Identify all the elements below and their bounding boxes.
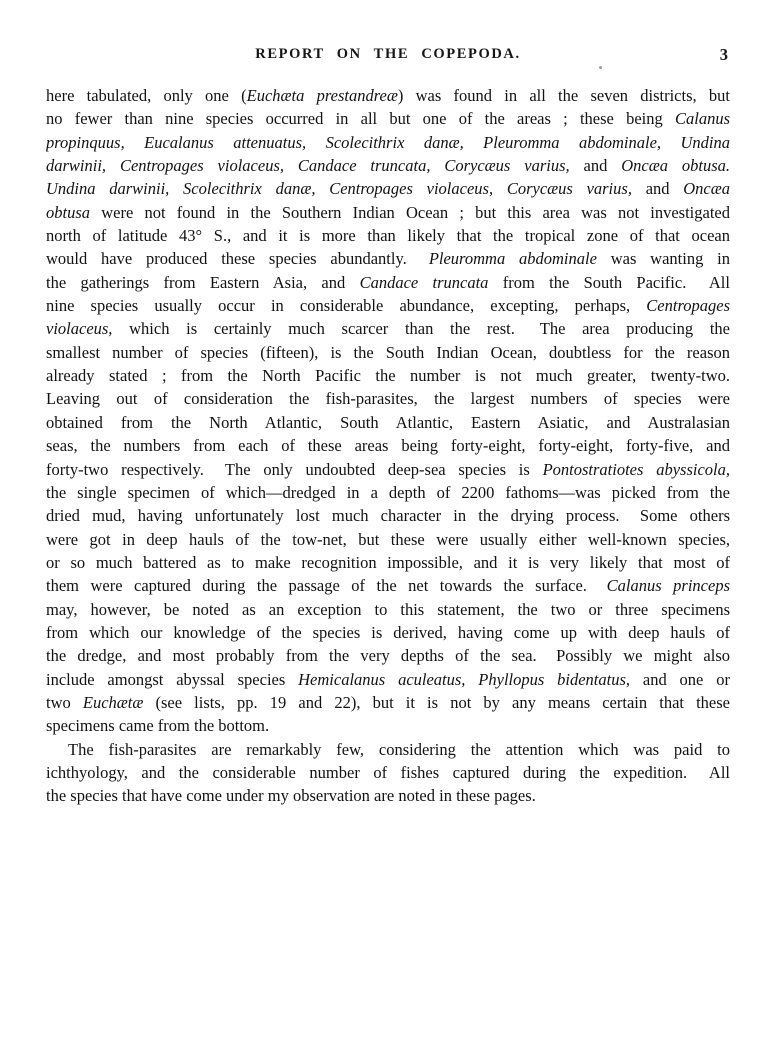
- text-line: from which our knowledge of the species is derived, having come up with deep hauls of: [46, 622, 730, 642]
- text-line: the species that have come under my observation are noted in these pages.: [46, 786, 536, 806]
- text-line: the gatherings from Eastern Asia, and Candace truncata from the South Pacific. All: [46, 272, 730, 292]
- text-line: include amongst abyssal species Hemicalanus aculeatus, Phyllopus bidentatus, and one or: [46, 669, 730, 689]
- text-line: ichthyology, and the considerable number of fishes captured during the expedition. All: [46, 762, 730, 782]
- text-line: were got in deep hauls of the tow-net, but these were usually either well-known species,: [46, 529, 730, 549]
- text-line: darwinii, Centropages violaceus, Candace truncata, Corycæus varius, and Oncæa obtusa.: [46, 156, 730, 176]
- text-line: obtusa were not found in the Southern Indian Ocean ; but this area was not investigated: [46, 202, 730, 222]
- text-line: Undina darwinii, Scolecithrix danæ, Centropages violaceus, Corycæus varius, and Oncæa: [46, 179, 730, 199]
- text-line: nine species usually occur in considerable abundance, excepting, perhaps, Centropages: [46, 296, 730, 316]
- text-line: the single specimen of which—dredged in a depth of 2200 fathoms—was picked from the: [46, 482, 730, 502]
- text-line: the dredge, and most probably from the very depths of the sea. Possibly we might also: [46, 646, 730, 666]
- text-line: already stated ; from the North Pacific the number is not much greater, twenty-two.: [46, 366, 730, 386]
- scan-speck: [599, 66, 602, 69]
- text-line: may, however, be noted as an exception to this statement, the two or three specimens: [46, 599, 730, 619]
- text-line: violaceus, which is certainly much scarcer than the rest. The area producing the: [46, 319, 730, 339]
- page-header: [46, 46, 730, 68]
- text-line: obtained from the North Atlantic, South Atlantic, Eastern Asiatic, and Australasian: [46, 412, 730, 432]
- text-line: specimens came from the bottom.: [46, 716, 270, 736]
- text-line: forty-two respectively. The only undoubted deep-sea species is Pontostratiotes abyssicola,: [46, 459, 730, 479]
- text-line: The fish-parasites are remarkably few, considering the attention which was paid to: [68, 739, 730, 759]
- text-line: Leaving out of consideration the fish-parasites, the largest numbers of species were: [46, 389, 730, 409]
- text-line: north of latitude 43° S., and it is more than likely that the tropical zone of that ocean: [46, 226, 730, 246]
- text-line: smallest number of species (fifteen), is the South Indian Ocean, doubtless for the reason: [46, 342, 730, 362]
- text-line: propinquus, Eucalanus attenuatus, Scolecithrix danæ, Pleuromma abdominale, Undina: [46, 132, 730, 152]
- text-line: no fewer than nine species occurred in all but one of the areas ; these being Calanus: [46, 109, 730, 129]
- text-line: or so much battered as to make recognition impossible, and it is very likely that most of: [46, 552, 730, 572]
- running-title: REPORT ON THE COPEPODA.: [255, 46, 521, 62]
- text-line: them were captured during the passage of the net towards the surface. Calanus princeps: [46, 576, 730, 596]
- text-line: dried mud, having unfortunately lost much character in the drying process. Some others: [46, 506, 730, 526]
- text-line: here tabulated, only one (Euchæta prestandreæ) was found in all the seven districts, but: [46, 86, 730, 105]
- text-line: would have produced these species abundantly. Pleuromma abdominale was wanting in: [46, 249, 730, 269]
- page-number: 3: [719, 45, 728, 64]
- text-line: seas, the numbers from each of these areas being forty-eight, forty-eight, forty-five, and: [46, 436, 730, 456]
- text-line: two Euchætæ (see lists, pp. 19 and 22), but it is not by any means certain that these: [46, 692, 730, 712]
- page-body: [46, 84, 730, 808]
